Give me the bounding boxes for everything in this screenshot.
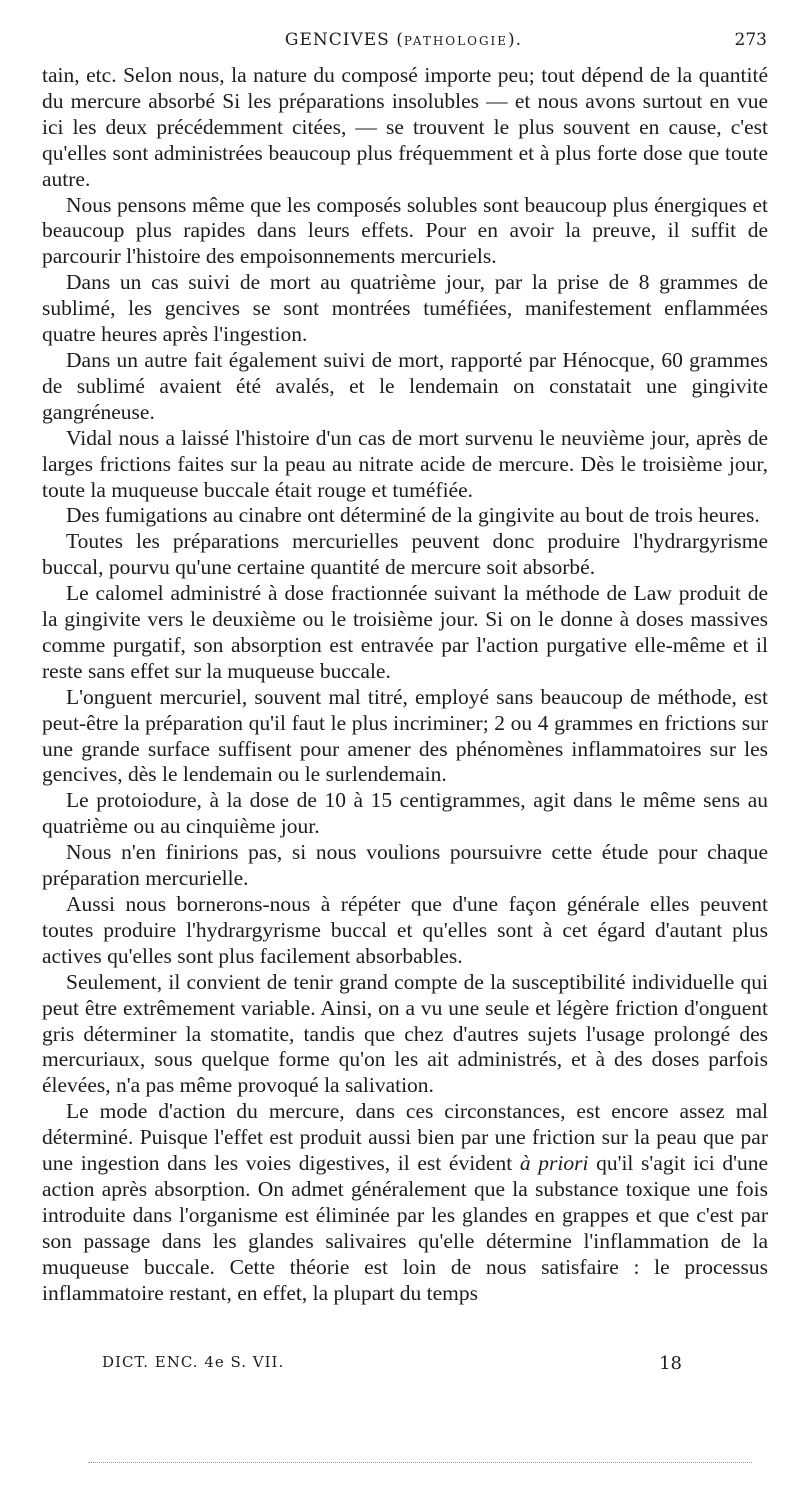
paragraph: Le protoiodure, à la dose de 10 à 15 centigrammes, agit dans le même sens au quatrième ou au cinquième jour.: [42, 788, 768, 839]
running-title: [40, 30, 767, 50]
paragraph-last-part1: Le mode d'action du mercure, dans ces circonstances, est encore assez mal déterminé. Puisque l'effet est produit aussi bien par une friction sur la peau que par une ingestion dans les voies digestives, il est évident: [42, 1099, 768, 1176]
paragraph: L'onguent mercuriel, souvent mal titré, employé sans beaucoup de méthode, est peut-être la préparation qu'il faut le plus incriminer; 2 ou 4 grammes en frictions sur une grande surface suffisent pour amener des phénomènes inflammatoires sur les gencives, dès le lendemain ou le surlendemain.: [42, 684, 768, 787]
running-title-end: ).: [508, 30, 523, 50]
sheet-number: 18: [659, 1353, 682, 1374]
paragraph: Dans un autre fait également suivi de mort, rapporté par Hénocque, 60 grammes de sublimé avaient été avalés, et le lendemain on constatait une gingivite gangréneuse.: [42, 347, 768, 424]
bottom-scan-rule: [88, 1462, 752, 1463]
italic-a-priori: à priori: [519, 1151, 589, 1176]
running-title-main: GENCIVES (: [284, 30, 404, 50]
paragraph: tain, etc. Selon nous, la nature du composé importe peu; tout dépend de la quantité du mercure absorbé Si les préparations insolubles — et nous avons surtout en vue ici les deux précédemment citées, — se trouvent le plus souvent en cause, c'est qu'elles sont administrées beaucoup plus fréquemment et à plus forte dose que toute autre.: [42, 63, 768, 191]
paragraph: Dans un cas suivi de mort au quatrième jour, par la prise de 8 grammes de sublimé, les gencives se sont montrées tuméfiées, manifestement enflammées quatre heures après l'ingestion.: [42, 270, 768, 347]
paragraph: Nous n'en finirions pas, si nous voulions poursuivre cette étude pour chaque préparation mercurielle.: [42, 840, 768, 891]
running-head: [40, 30, 767, 56]
paragraph: Des fumigations au cinabre ont déterminé de la gingivite au bout de trois heures.: [66, 503, 760, 528]
printer-signature: DICT. ENC. 4e S. VII.: [102, 1353, 285, 1371]
paragraph: Vidal nous a laissé l'histoire d'un cas de mort survenu le neuvième jour, après de larges frictions faites sur la peau au nitrate acide de mercure. Dès le troisième jour, toute la muqueuse buccale était rouge et tuméfiée.: [42, 425, 768, 502]
paragraph: Aussi nous bornerons-nous à répéter que d'une façon générale elles peuvent toutes produire l'hydrargyrisme buccal et qu'elles sont à cet égard d'autant plus actives qu'elles sont plus facilement absorbables.: [42, 892, 768, 968]
page-number: 273: [734, 30, 767, 50]
paragraph: Seulement, il convient de tenir grand compte de la susceptibilité individuelle qui peut être extrêmement variable. Ainsi, on a vu une seule et légère friction d'onguent gris déterminer la stomatite, tandis que chez d'autres sujets l'usage prolongé des mercuriaux, sous quelque forme qu'on les ait administrés, et à des doses parfois élevées, n'a pas même provoqué la salivation.: [42, 969, 768, 1098]
paragraph: Le calomel administré à dose fractionnée suivant la méthode de Law produit de la gingivite vers le deuxième ou le troisième jour. Si on le donne à doses massives comme purgatif, son absorption est entravée par l'action purgative elle-même et il reste sans effet sur la muqueuse buccale.: [42, 581, 768, 683]
page-footer: [102, 1353, 682, 1377]
paragraph-last: [42, 1099, 768, 1306]
paragraph: Nous pensons même que les composés solubles sont beaucoup plus énergiques et beaucoup plus rapides dans leurs effets. Pour en avoir la preuve, il suffit de parcourir l'histoire des empoisonnements mercuriels.: [42, 192, 768, 269]
body-text: [42, 63, 768, 1307]
paragraph: Toutes les préparations mercurielles peuvent donc produire l'hydrargyrisme buccal, pourvu qu'une certaine quantité de mercure soit absorbé.: [42, 529, 768, 580]
running-title-subject: PATHOLOGIE: [403, 34, 509, 48]
paragraph-last-part2: qu'il s'agit ici d'une action après absorption. On admet généralement que la substance toxique une fois introduite dans l'organisme est éliminée par les glandes en grappes et que c'est par son passage dans les glandes salivaires qu'elle détermine l'inflammation de la muqueuse buccale. Cette théorie est loin de nous satisfaire : le processus inflammatoire restant, en effet, la plupart du temps: [42, 1151, 768, 1305]
